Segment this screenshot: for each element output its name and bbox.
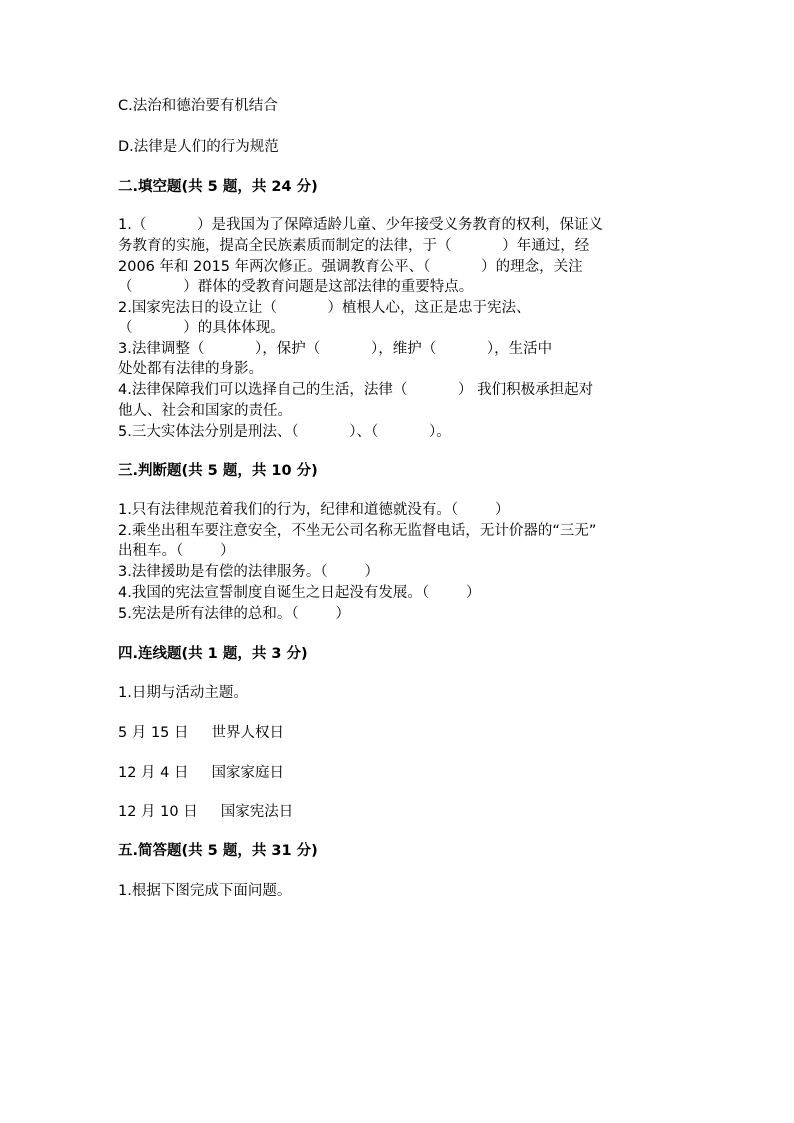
fill-line: 5.三大实体法分别是刑法、（ ）、（ ）。: [118, 424, 451, 440]
fill-line: 3.法律调整（ ），保护（ ），维护（ ），生活中: [118, 341, 553, 357]
fill-line: 4.法律保障我们可以选择自己的生活，法律（ ） 我们积极承担起对: [118, 382, 594, 398]
short-answer-question: 1.根据下图完成下面问题。: [118, 883, 292, 899]
judge-line: 2.乘坐出租车要注意安全，不坐无公司名称无监督电话，无计价器的“三无”: [118, 523, 597, 539]
match-row: 5 月 15 日 世界人权日: [118, 725, 285, 741]
section-4-heading: 四.连线题(共 1 题，共 3 分): [118, 646, 308, 662]
judge-line: 5.宪法是所有法律的总和。（ ）: [118, 606, 350, 622]
fill-line: （ ）群体的受教育问题是这部法律的重要特点。: [118, 279, 474, 295]
section-5-heading: 五.简答题(共 5 题，共 31 分): [118, 843, 318, 859]
fill-line: （ ）的具体体现。: [118, 320, 285, 336]
fill-line: 1.（ ）是我国为了保障适龄儿童、少年接受义务教育的权利，保证义: [118, 217, 604, 233]
fill-line: 务教育的实施，提高全民族素质而制定的法律，于（ ）年通过，经: [118, 238, 590, 254]
judge-line: 1.只有法律规范着我们的行为，纪律和道德就没有。（ ）: [118, 502, 510, 518]
fill-line: 他人、社会和国家的责任。: [118, 403, 292, 419]
option-d: D.法律是人们的行为规范: [118, 139, 279, 155]
match-row: 12 月 4 日 国家家庭日: [118, 765, 285, 781]
judge-line: 出租车。（ ）: [118, 543, 235, 559]
section-3-heading: 三.判断题(共 5 题，共 10 分): [118, 463, 318, 479]
option-c: C.法治和德治要有机结合: [118, 98, 278, 114]
match-row: 12 月 10 日 国家宪法日: [118, 804, 294, 820]
fill-line: 2.国家宪法日的设立让（ ）植根人心，这正是忠于宪法、: [118, 300, 531, 316]
match-question: 1.日期与活动主题。: [118, 685, 248, 701]
judge-line: 3.法律援助是有偿的法律服务。（ ）: [118, 564, 379, 580]
judge-line: 4.我国的宪法宣誓制度自诞生之日起没有发展。（ ）: [118, 585, 481, 601]
fill-line: 处处都有法律的身影。: [118, 361, 263, 377]
section-2-heading: 二.填空题(共 5 题，共 24 分): [118, 179, 318, 195]
fill-line: 2006 年和 2015 年两次修正。强调教育公平、（ ）的理念，关注: [118, 259, 583, 275]
